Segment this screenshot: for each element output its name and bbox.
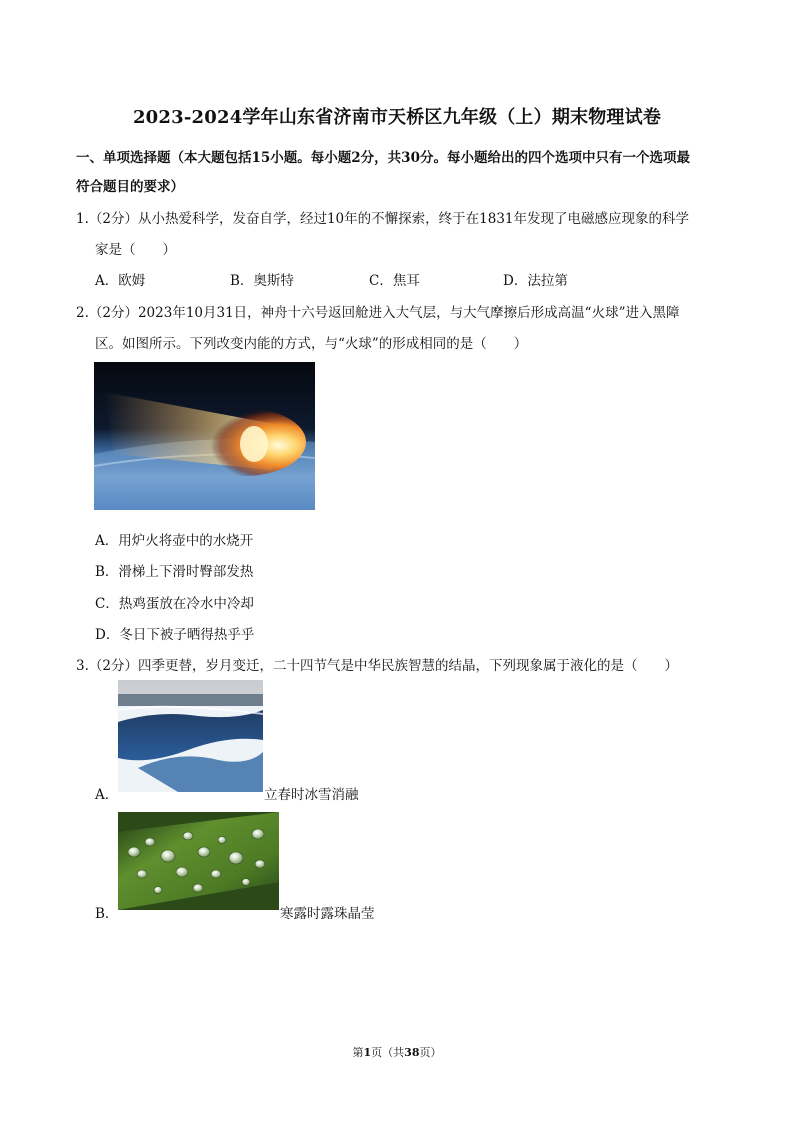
page-footer [0,1044,794,1060]
question-3-option-b-text: 寒露时露珠晶莹 [280,906,375,922]
dew-drops-on-leaf-image [118,812,279,910]
question-3-stem: 3.（2分）四季更替，岁月变迁，二十四节气是中华民族智慧的结晶，下列现象属于液化的是（ ） [76,658,678,674]
question-1-option-c: C．焦耳 [369,273,420,289]
question-2-option-d: D．冬日下被子晒得热乎乎 [95,627,255,643]
question-2-option-c: C．热鸡蛋放在冷水中冷却 [95,596,254,612]
question-1-option-b: B．奥斯特 [230,273,294,289]
footer-page-number: 1 [363,1046,372,1059]
question-2-option-a: A．用炉火将壶中的水烧开 [95,533,254,549]
question-2-stem: 2.（2分）2023年10月31日，神舟十六号返回舱进入大气层，与大气摩擦后形成高温“火球”进入黑障 [76,305,680,321]
question-1-stem: 1.（2分）从小热爱科学，发奋自学，经过10年的不懈探索，终于在1831年发现了电磁感应现象的科学 [76,211,690,227]
question-1-stem-cont: 家是（ ） [95,242,176,258]
footer-middle: 页（共 [371,1046,405,1059]
section-heading-line1: 一、单项选择题（本大题包括15小题。每小题2分，共30分。每小题给出的四个选项中只有一个选项最 [76,150,690,166]
footer-total-pages: 38 [404,1046,420,1059]
question-3-option-a-text: 立春时冰雪消融 [264,787,359,803]
reentry-capsule-fireball-image [94,362,315,510]
footer-suffix: 页） [419,1046,442,1059]
section-heading-line2: 符合题目的要求） [76,179,184,195]
footer-prefix: 第 [352,1046,364,1059]
question-3-option-a-letter: A． [95,787,119,803]
question-2-stem-cont: 区。如图所示。下列改变内能的方式，与“火球”的形成相同的是（ ） [95,336,528,352]
question-2-option-b: B．滑梯上下滑时臀部发热 [95,564,254,580]
melting-ice-image [118,680,263,792]
page-title: 2023-2024学年山东省济南市天桥区九年级（上）期末物理试卷 [132,107,662,128]
question-1-option-a: A．欧姆 [95,273,146,289]
question-3-option-b-letter: B． [95,906,119,922]
question-1-option-d: D．法拉第 [503,273,568,289]
